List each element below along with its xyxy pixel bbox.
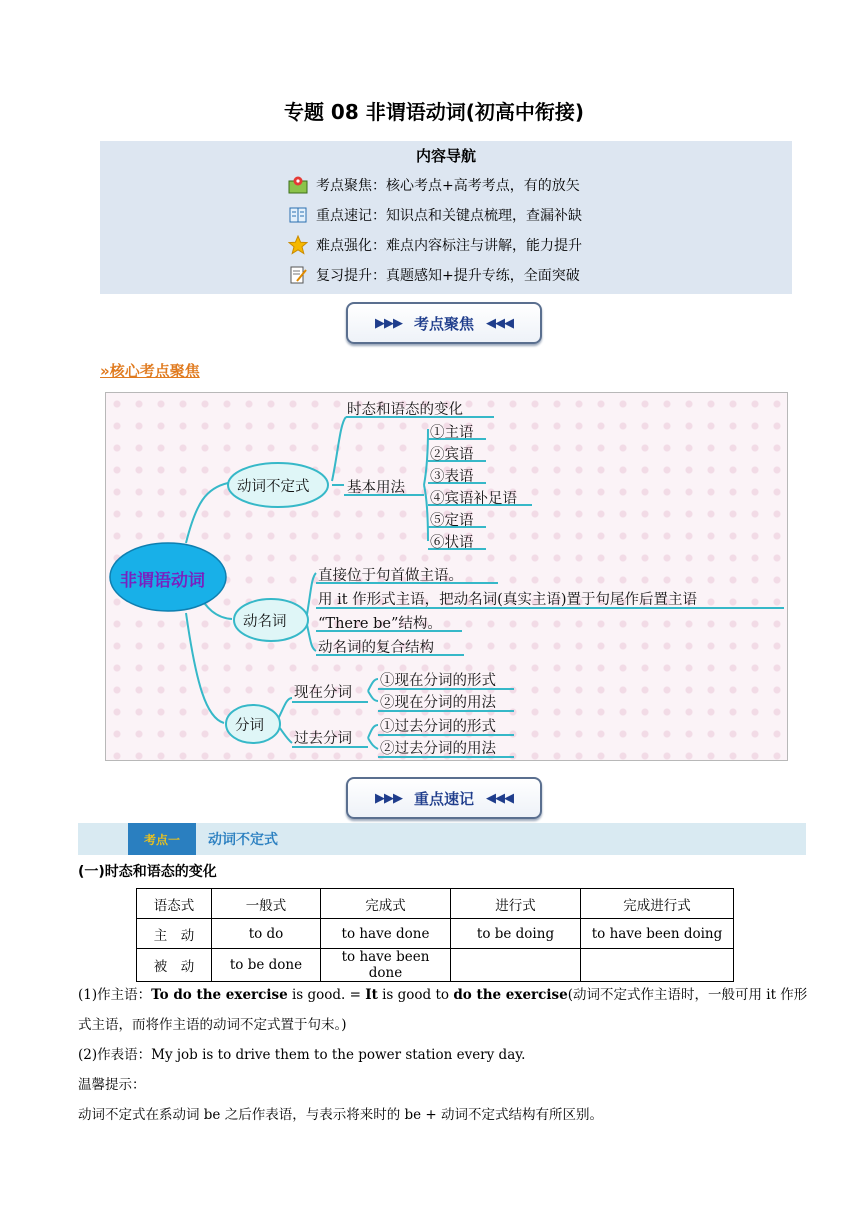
node-participle: 分词 [235, 718, 264, 734]
table-header-cell: 进行式 [451, 889, 581, 919]
participle-past: 过去分词 [294, 731, 352, 747]
table-cell: to have been doing [581, 919, 734, 949]
content-nav-heading: 内容导航 [415, 147, 476, 165]
paragraph-subject [78, 983, 807, 1003]
table-cell: to be done [212, 949, 321, 982]
usage-item: ⑤定语 [430, 513, 474, 529]
table-header-cell: 一般式 [212, 889, 321, 919]
mind-map [105, 392, 788, 761]
table-row [137, 949, 734, 982]
page-title: 专题 08 非谓语动词(初高中衔接) [283, 100, 585, 124]
present-item: ①现在分词的形式 [380, 673, 496, 689]
para-text: is good to [377, 987, 454, 1003]
gerund-item: 直接位于句首做主语。 [318, 568, 463, 584]
nav-item-text: 考点聚焦：核心考点+高考考点，有的放矢 [316, 178, 580, 194]
arrows-left-icon: ◀◀◀ [486, 790, 513, 806]
nav-item-difficulty [288, 234, 582, 256]
table-cell [451, 949, 581, 982]
para-text: is good. = [287, 987, 366, 1003]
arrows-right-icon: ▶▶▶ [374, 315, 402, 331]
gerund-item: 动名词的复合结构 [318, 640, 434, 656]
para-text: (1)作主语： [78, 987, 152, 1003]
infinitive-usage: 基本用法 [347, 480, 405, 496]
table-cell: to do [212, 919, 321, 949]
usage-item: ④宾语补足语 [430, 491, 517, 507]
nav-item-text: 复习提升：真题感知+提升专练，全面突破 [316, 268, 580, 284]
tip-label: 温馨提示： [78, 1077, 146, 1093]
table-cell [581, 949, 734, 982]
table-header-cell: 完成进行式 [581, 889, 734, 919]
usage-item: ③表语 [430, 469, 474, 485]
key-point-title: 动词不定式 [208, 832, 278, 848]
core-focus-link[interactable]: »核心考点聚焦 [100, 362, 200, 380]
paragraph-subject-cont: 式主语，而将作主语的动词不定式置于句末。) [78, 1017, 347, 1033]
arrows-right-icon: ▶▶▶ [374, 790, 402, 806]
table-header-row [137, 889, 734, 919]
infinitive-tense: 时态和语态的变化 [347, 402, 463, 418]
table-cell: 被 动 [137, 949, 212, 982]
nav-item-review [288, 264, 580, 286]
nav-item-text: 难点强化：难点内容标注与讲解，能力提升 [316, 238, 582, 254]
para-bold: To do the exercise [151, 987, 288, 1003]
paragraph-predicative: (2)作表语：My job is to drive them to the power station every day. [78, 1047, 526, 1063]
star-icon [288, 235, 308, 255]
table-header-cell: 完成式 [321, 889, 451, 919]
present-item: ②现在分词的用法 [380, 695, 496, 711]
map-pin-icon [288, 175, 308, 195]
table-cell: 主 动 [137, 919, 212, 949]
para-text: (动词不定式作主语时，一般可用 it 作形 [567, 987, 808, 1003]
node-gerund: 动名词 [243, 614, 287, 630]
gerund-item: 用 it 作形式主语，把动名词(真实主语)置于句尾作后置主语 [318, 592, 697, 608]
table-header-cell: 语态式 [137, 889, 212, 919]
notes-banner-label: 重点速记 [413, 789, 474, 808]
table-row [137, 919, 734, 949]
usage-item: ②宾语 [430, 447, 474, 463]
participle-present: 现在分词 [294, 685, 352, 701]
nav-item-focus [288, 174, 580, 196]
key-point-tag: 考点一 [128, 823, 196, 855]
nav-item-notes [288, 204, 582, 226]
past-item: ①过去分词的形式 [380, 719, 496, 735]
gerund-item: “There be”结构。 [318, 616, 442, 632]
tip-text: 动词不定式在系动词 be 之后作表语，与表示将来时的 be + 动词不定式结构有所区别。 [78, 1107, 604, 1123]
table-cell: to have done [321, 919, 451, 949]
para-bold: It [365, 987, 378, 1003]
node-infinitive: 动词不定式 [237, 479, 310, 495]
table-cell: to have been done [321, 949, 451, 982]
nav-item-text: 重点速记：知识点和关键点梳理，查漏补缺 [316, 208, 582, 224]
notes-banner [346, 777, 542, 819]
subsection-heading: (一)时态和语态的变化 [78, 864, 217, 880]
para-bold: do the exercise [453, 987, 568, 1003]
mind-map-root: 非谓语动词 [120, 571, 205, 591]
usage-item: ①主语 [430, 425, 474, 441]
edit-icon [288, 265, 308, 285]
arrows-left-icon: ◀◀◀ [486, 315, 513, 331]
focus-banner [346, 302, 542, 344]
usage-item: ⑥状语 [430, 535, 474, 551]
book-icon [288, 205, 308, 225]
voice-tense-table [136, 888, 734, 982]
table-cell: to be doing [451, 919, 581, 949]
past-item: ②过去分词的用法 [380, 741, 496, 757]
focus-banner-label: 考点聚焦 [413, 314, 474, 333]
